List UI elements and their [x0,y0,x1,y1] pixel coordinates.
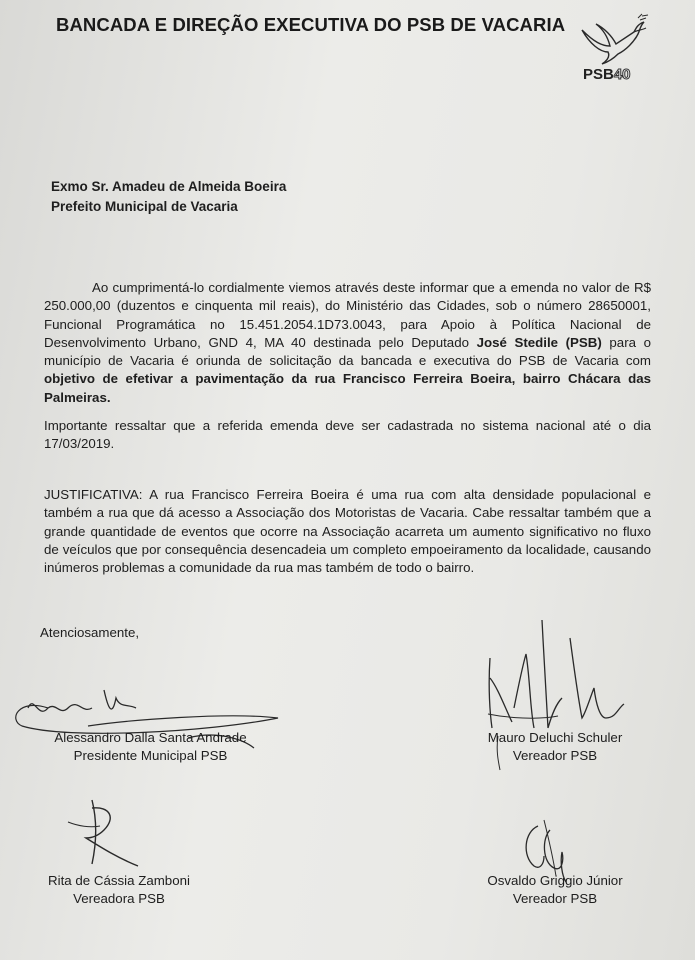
signer-role: Vereador PSB [512,891,598,906]
signer-role: Vereadora PSB [73,891,165,906]
document-header-title: BANCADA E DIREÇÃO EXECUTIVA DO PSB DE VACARIA [56,14,566,35]
signer-role: Vereador PSB [512,748,598,763]
objective-text: objetivo de efetivar a pavimentação da rua Francisco Ferreira Boeira, bairro Chácara das Palmeiras. [44,371,651,405]
signer-name: Alessandro Dalla Santa Andrade [54,730,247,745]
signature-rita [62,796,152,876]
recipient-title: Prefeito Municipal de Vacaria [51,199,238,214]
psb40-logo-text: PSB40 [583,66,631,83]
signature-block-rita [30,872,208,908]
closing-salutation: Atenciosamente, [40,625,140,640]
paragraph-justification: JUSTIFICATIVA: A rua Francisco Ferreira Boeira é uma rua com alta densidade populacional e também a rua que dá acesso a Associação dos Motoristas de Vacaria. Cabe ressaltar também que a grande quantidade de eventos que ocorre na Associação acarreta um aumento significativo no fluxo de veículos que por consequência desencadeia um completo empoeiramento da localidade, causando inúmeros problemas a comunidade da rua mas também de todo o bairro. [44,487,651,576]
recipient-block [51,177,286,217]
signature-block-alessandro [28,729,273,765]
paragraph-deadline: Importante ressaltar que a referida emenda deve ser cadastrada no sistema nacional até o dia 17/03/2019. [44,418,651,452]
signature-block-osvaldo [470,872,640,908]
signer-name: Osvaldo Griggio Júnior [487,873,623,888]
signer-name: Mauro Deluchi Schuler [487,730,623,745]
recipient-name: Exmo Sr. Amadeu de Almeida Boeira [51,179,287,194]
signer-role: Presidente Municipal PSB [73,748,228,763]
signature-block-mauro [470,729,640,765]
signer-name: Rita de Cássia Zamboni [48,873,190,888]
deputy-name: José Stedile (PSB) [476,334,602,350]
paragraph-amendment: Ao cumprimentá-lo cordialmente viemos através deste informar que a emenda no valor de R$ 250.000,00 (duzentos e cinquenta mil reais), do Ministério das Cidades, sob o número 28650001, Funcional Programática no 15.451.2054.1D73.0043, para Apoio à Política Nacional de Desenvolvimento Urbano, GND 4, MA 40 destinada pelo Deputado José Stedile (PSB) para o município de Vacaria é oriunda de solicitação da bancada e executiva do PSB de Vacaria com objetivo de efetivar a pavimentação da rua Francisco Ferreira Boeira, bairro Chácara das Palmeiras. [44,280,651,405]
